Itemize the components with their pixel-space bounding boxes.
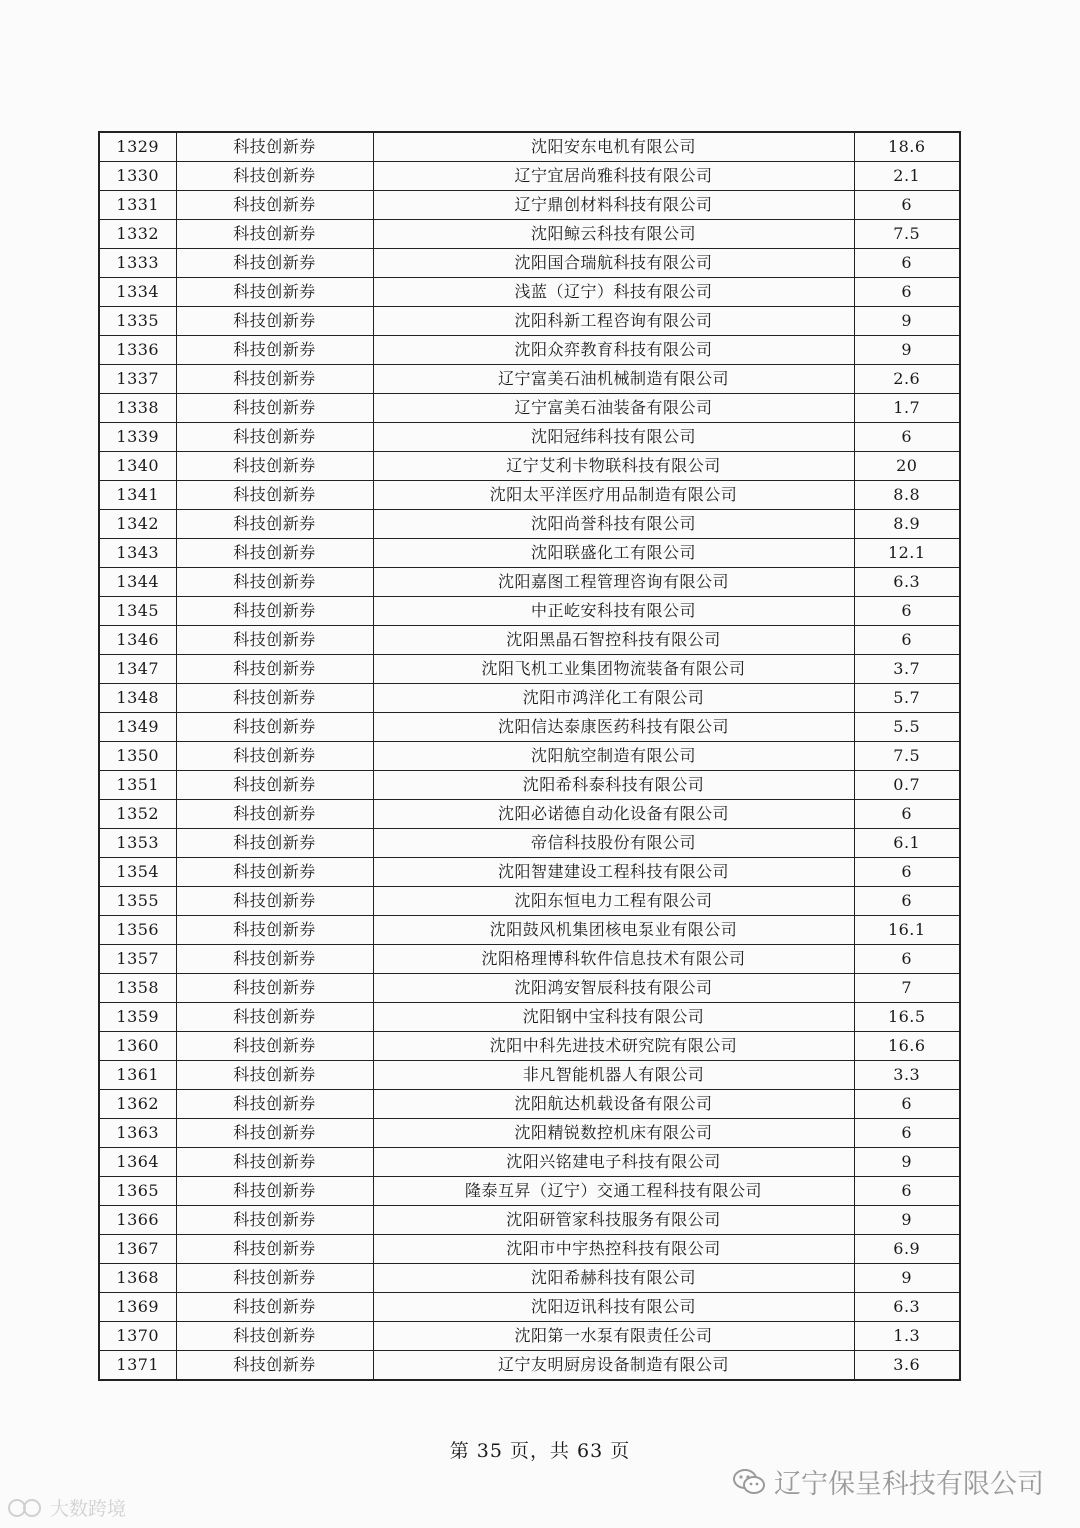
voucher-type: 科技创新券 (176, 510, 373, 539)
company-name: 沈阳东恒电力工程有限公司 (373, 887, 854, 916)
row-number: 1356 (99, 916, 176, 945)
table-row (99, 829, 960, 858)
voucher-type: 科技创新券 (176, 1177, 373, 1206)
table-row (99, 132, 960, 162)
subsidy-amount: 8.8 (854, 481, 960, 510)
voucher-type: 科技创新券 (176, 858, 373, 887)
company-name: 沈阳安东电机有限公司 (373, 132, 854, 162)
table-row (99, 162, 960, 191)
company-name: 沈阳黑晶石智控科技有限公司 (373, 626, 854, 655)
voucher-type: 科技创新券 (176, 655, 373, 684)
row-number: 1348 (99, 684, 176, 713)
table-row (99, 1032, 960, 1061)
voucher-type: 科技创新券 (176, 1264, 373, 1293)
subsidy-amount: 2.6 (854, 365, 960, 394)
company-name: 沈阳格理博科软件信息技术有限公司 (373, 945, 854, 974)
subsidy-amount: 9 (854, 1264, 960, 1293)
company-name: 沈阳科新工程咨询有限公司 (373, 307, 854, 336)
subsidy-amount: 6 (854, 191, 960, 220)
subsidy-amount: 6.1 (854, 829, 960, 858)
row-number: 1350 (99, 742, 176, 771)
table-row (99, 365, 960, 394)
row-number: 1368 (99, 1264, 176, 1293)
row-number: 1363 (99, 1119, 176, 1148)
table-row (99, 307, 960, 336)
voucher-type: 科技创新券 (176, 1351, 373, 1381)
table-row (99, 713, 960, 742)
table-row (99, 1206, 960, 1235)
table-row (99, 1148, 960, 1177)
company-name: 沈阳市鸿洋化工有限公司 (373, 684, 854, 713)
subsidy-amount: 7.5 (854, 742, 960, 771)
row-number: 1369 (99, 1293, 176, 1322)
table-row (99, 974, 960, 1003)
row-number: 1355 (99, 887, 176, 916)
row-number: 1351 (99, 771, 176, 800)
voucher-type: 科技创新券 (176, 887, 373, 916)
row-number: 1341 (99, 481, 176, 510)
voucher-type: 科技创新券 (176, 742, 373, 771)
company-name: 沈阳鸿安智辰科技有限公司 (373, 974, 854, 1003)
voucher-type: 科技创新券 (176, 771, 373, 800)
table-row (99, 568, 960, 597)
row-number: 1349 (99, 713, 176, 742)
subsidy-amount: 3.6 (854, 1351, 960, 1381)
subsidy-amount: 7.5 (854, 220, 960, 249)
company-name: 浅蓝（辽宁）科技有限公司 (373, 278, 854, 307)
table-row (99, 539, 960, 568)
table-row (99, 858, 960, 887)
company-name: 沈阳嘉图工程管理咨询有限公司 (373, 568, 854, 597)
row-number: 1362 (99, 1090, 176, 1119)
table-row (99, 626, 960, 655)
company-name: 辽宁富美石油装备有限公司 (373, 394, 854, 423)
subsidy-amount: 9 (854, 307, 960, 336)
subsidy-amount: 3.7 (854, 655, 960, 684)
table-row (99, 887, 960, 916)
row-number: 1353 (99, 829, 176, 858)
voucher-type: 科技创新券 (176, 1293, 373, 1322)
row-number: 1352 (99, 800, 176, 829)
row-number: 1344 (99, 568, 176, 597)
company-name: 沈阳鲸云科技有限公司 (373, 220, 854, 249)
subsidy-table (98, 131, 961, 1381)
row-number: 1365 (99, 1177, 176, 1206)
company-name: 沈阳精锐数控机床有限公司 (373, 1119, 854, 1148)
table-row (99, 220, 960, 249)
subsidy-amount: 6.3 (854, 568, 960, 597)
table-row (99, 1264, 960, 1293)
row-number: 1354 (99, 858, 176, 887)
subsidy-amount: 5.5 (854, 713, 960, 742)
table-row (99, 481, 960, 510)
table-row (99, 249, 960, 278)
voucher-type: 科技创新券 (176, 1090, 373, 1119)
company-name: 沈阳国合瑞航科技有限公司 (373, 249, 854, 278)
voucher-type: 科技创新券 (176, 1235, 373, 1264)
company-name: 沈阳兴铭建电子科技有限公司 (373, 1148, 854, 1177)
row-number: 1342 (99, 510, 176, 539)
row-number: 1358 (99, 974, 176, 1003)
voucher-type: 科技创新券 (176, 1206, 373, 1235)
company-name: 帝信科技股份有限公司 (373, 829, 854, 858)
row-number: 1364 (99, 1148, 176, 1177)
subsidy-amount: 7 (854, 974, 960, 1003)
voucher-type: 科技创新券 (176, 1119, 373, 1148)
company-name: 沈阳钢中宝科技有限公司 (373, 1003, 854, 1032)
company-name: 沈阳希科泰科技有限公司 (373, 771, 854, 800)
table-row (99, 684, 960, 713)
table-row (99, 1119, 960, 1148)
voucher-type: 科技创新券 (176, 1322, 373, 1351)
subsidy-amount: 9 (854, 1206, 960, 1235)
voucher-type: 科技创新券 (176, 394, 373, 423)
subsidy-amount: 9 (854, 336, 960, 365)
table-row (99, 771, 960, 800)
voucher-type: 科技创新券 (176, 423, 373, 452)
subsidy-amount: 12.1 (854, 539, 960, 568)
table-row (99, 945, 960, 974)
table-row (99, 1235, 960, 1264)
voucher-type: 科技创新券 (176, 945, 373, 974)
subsidy-amount: 6.9 (854, 1235, 960, 1264)
subsidy-amount: 0.7 (854, 771, 960, 800)
voucher-type: 科技创新券 (176, 539, 373, 568)
row-number: 1371 (99, 1351, 176, 1381)
company-name: 中正屹安科技有限公司 (373, 597, 854, 626)
row-number: 1347 (99, 655, 176, 684)
row-number: 1345 (99, 597, 176, 626)
corner-watermark (6, 1494, 126, 1521)
subsidy-amount: 3.3 (854, 1061, 960, 1090)
row-number: 1329 (99, 132, 176, 162)
subsidy-amount: 6 (854, 858, 960, 887)
voucher-type: 科技创新券 (176, 597, 373, 626)
table-row (99, 394, 960, 423)
table-row (99, 742, 960, 771)
row-number: 1343 (99, 539, 176, 568)
voucher-type: 科技创新券 (176, 220, 373, 249)
row-number: 1370 (99, 1322, 176, 1351)
subsidy-amount: 5.7 (854, 684, 960, 713)
company-name: 沈阳冠纬科技有限公司 (373, 423, 854, 452)
voucher-type: 科技创新券 (176, 829, 373, 858)
table-row (99, 191, 960, 220)
voucher-type: 科技创新券 (176, 974, 373, 1003)
company-name: 沈阳联盛化工有限公司 (373, 539, 854, 568)
subsidy-amount: 6 (854, 278, 960, 307)
page-number: 第 35 页，共 63 页 (449, 1440, 631, 1462)
voucher-type: 科技创新券 (176, 713, 373, 742)
company-name: 沈阳太平洋医疗用品制造有限公司 (373, 481, 854, 510)
table-row (99, 452, 960, 481)
voucher-type: 科技创新券 (176, 481, 373, 510)
subsidy-amount: 6 (854, 945, 960, 974)
row-number: 1336 (99, 336, 176, 365)
table-row (99, 655, 960, 684)
table-body (99, 132, 960, 1380)
subsidy-amount: 6 (854, 1177, 960, 1206)
subsidy-amount: 6 (854, 423, 960, 452)
company-name: 沈阳众弈教育科技有限公司 (373, 336, 854, 365)
table-row (99, 1177, 960, 1206)
company-name: 沈阳中科先进技术研究院有限公司 (373, 1032, 854, 1061)
company-name: 沈阳尚誉科技有限公司 (373, 510, 854, 539)
company-name: 沈阳必诺德自动化设备有限公司 (373, 800, 854, 829)
company-name: 沈阳航达机载设备有限公司 (373, 1090, 854, 1119)
voucher-type: 科技创新券 (176, 307, 373, 336)
voucher-type: 科技创新券 (176, 684, 373, 713)
voucher-type: 科技创新券 (176, 452, 373, 481)
row-number: 1334 (99, 278, 176, 307)
row-number: 1359 (99, 1003, 176, 1032)
subsidy-amount: 6 (854, 249, 960, 278)
row-number: 1339 (99, 423, 176, 452)
subsidy-amount: 8.9 (854, 510, 960, 539)
company-name: 沈阳迈讯科技有限公司 (373, 1293, 854, 1322)
company-name: 辽宁宜居尚雅科技有限公司 (373, 162, 854, 191)
company-name: 非凡智能机器人有限公司 (373, 1061, 854, 1090)
subsidy-amount: 6 (854, 1119, 960, 1148)
wechat-icon (732, 1467, 766, 1497)
subsidy-amount: 16.6 (854, 1032, 960, 1061)
company-name: 沈阳航空制造有限公司 (373, 742, 854, 771)
row-number: 1333 (99, 249, 176, 278)
voucher-type: 科技创新券 (176, 568, 373, 597)
table-row (99, 1061, 960, 1090)
voucher-type: 科技创新券 (176, 336, 373, 365)
voucher-type: 科技创新券 (176, 1148, 373, 1177)
row-number: 1330 (99, 162, 176, 191)
voucher-type: 科技创新券 (176, 249, 373, 278)
table-row (99, 278, 960, 307)
row-number: 1357 (99, 945, 176, 974)
company-name: 隆泰互昇（辽宁）交通工程科技有限公司 (373, 1177, 854, 1206)
subsidy-amount: 6.3 (854, 1293, 960, 1322)
subsidy-amount: 20 (854, 452, 960, 481)
row-number: 1340 (99, 452, 176, 481)
company-name: 沈阳智建建设工程科技有限公司 (373, 858, 854, 887)
company-name: 沈阳飞机工业集团物流装备有限公司 (373, 655, 854, 684)
subsidy-amount: 1.3 (854, 1322, 960, 1351)
subsidy-amount: 16.1 (854, 916, 960, 945)
row-number: 1366 (99, 1206, 176, 1235)
subsidy-amount: 2.1 (854, 162, 960, 191)
company-name: 沈阳鼓风机集团核电泵业有限公司 (373, 916, 854, 945)
row-number: 1338 (99, 394, 176, 423)
watermark-brand: 大数跨境 (50, 1498, 127, 1520)
voucher-type: 科技创新券 (176, 162, 373, 191)
table-row (99, 1003, 960, 1032)
voucher-type: 科技创新券 (176, 278, 373, 307)
subsidy-amount: 18.6 (854, 132, 960, 162)
table-row (99, 916, 960, 945)
voucher-type: 科技创新券 (176, 365, 373, 394)
voucher-type: 科技创新券 (176, 916, 373, 945)
voucher-type: 科技创新券 (176, 626, 373, 655)
voucher-type: 科技创新券 (176, 191, 373, 220)
row-number: 1367 (99, 1235, 176, 1264)
company-name: 沈阳第一水泵有限责任公司 (373, 1322, 854, 1351)
table-row (99, 510, 960, 539)
subsidy-amount: 9 (854, 1148, 960, 1177)
company-name: 辽宁富美石油机械制造有限公司 (373, 365, 854, 394)
subsidy-amount: 16.5 (854, 1003, 960, 1032)
table-row (99, 597, 960, 626)
subsidy-amount: 1.7 (854, 394, 960, 423)
company-name: 辽宁鼎创材料科技有限公司 (373, 191, 854, 220)
watermark-company: 辽宁保呈科技有限公司 (774, 1469, 1044, 1500)
row-number: 1335 (99, 307, 176, 336)
row-number: 1360 (99, 1032, 176, 1061)
row-number: 1331 (99, 191, 176, 220)
subsidy-amount: 6 (854, 1090, 960, 1119)
row-number: 1361 (99, 1061, 176, 1090)
company-name: 沈阳市中宇热控科技有限公司 (373, 1235, 854, 1264)
voucher-type: 科技创新券 (176, 800, 373, 829)
table-row (99, 1351, 960, 1381)
subsidy-amount: 6 (854, 626, 960, 655)
subsidy-amount: 6 (854, 597, 960, 626)
subsidy-amount: 6 (854, 800, 960, 829)
company-name: 沈阳研管家科技服务有限公司 (373, 1206, 854, 1235)
subsidy-amount: 6 (854, 887, 960, 916)
voucher-type: 科技创新券 (176, 132, 373, 162)
company-name: 沈阳希赫科技有限公司 (373, 1264, 854, 1293)
row-number: 1337 (99, 365, 176, 394)
row-number: 1332 (99, 220, 176, 249)
voucher-type: 科技创新券 (176, 1003, 373, 1032)
wechat-watermark (732, 1462, 1044, 1501)
table-row (99, 423, 960, 452)
voucher-type: 科技创新券 (176, 1061, 373, 1090)
company-name: 辽宁艾利卡物联科技有限公司 (373, 452, 854, 481)
company-name: 沈阳信达泰康医药科技有限公司 (373, 713, 854, 742)
voucher-type: 科技创新券 (176, 1032, 373, 1061)
table-row (99, 1322, 960, 1351)
table-row (99, 1293, 960, 1322)
company-name: 辽宁友明厨房设备制造有限公司 (373, 1351, 854, 1381)
brand-logo-icon (6, 1497, 46, 1519)
table-row (99, 800, 960, 829)
table-row (99, 1090, 960, 1119)
row-number: 1346 (99, 626, 176, 655)
table-row (99, 336, 960, 365)
